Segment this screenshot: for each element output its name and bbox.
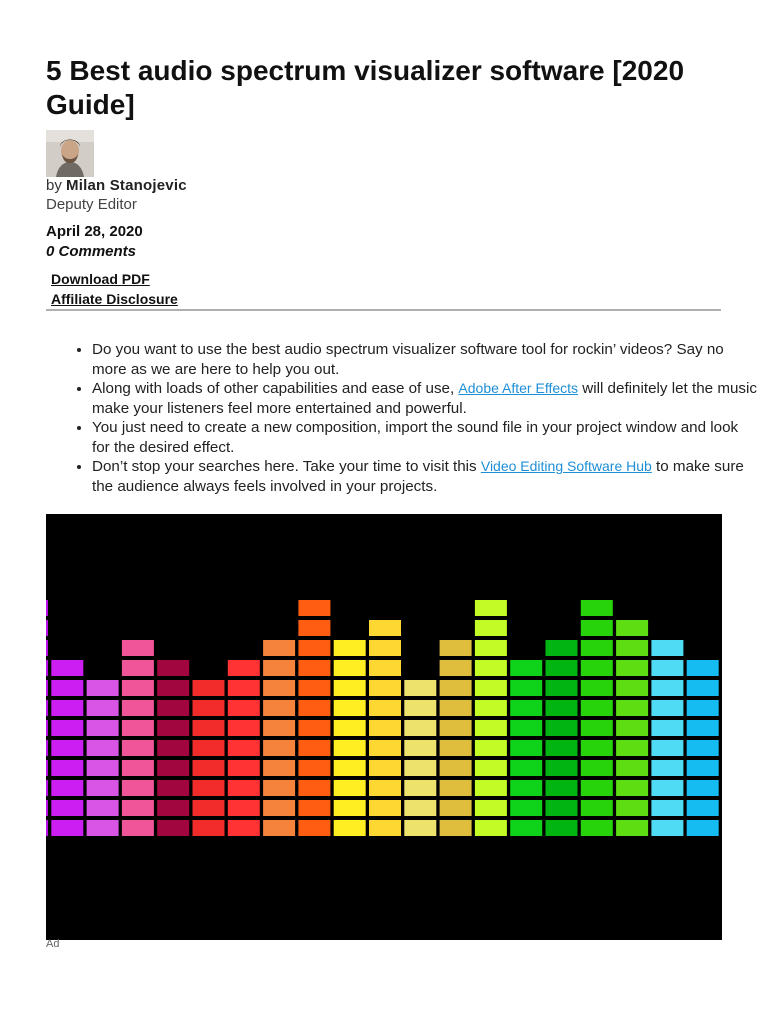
equalizer-block: [298, 720, 330, 736]
equalizer-block: [475, 740, 507, 756]
adobe-after-effects-link[interactable]: Adobe After Effects: [458, 380, 579, 396]
equalizer-block: [369, 780, 401, 796]
equalizer-block: [334, 760, 366, 776]
equalizer-block: [475, 800, 507, 816]
equalizer-block: [122, 680, 154, 696]
equalizer-block: [651, 740, 683, 756]
equalizer-block: [46, 700, 48, 716]
equalizer-block: [440, 800, 472, 816]
equalizer-block: [546, 660, 578, 676]
equalizer-block: [651, 820, 683, 836]
download-pdf-link[interactable]: Download PDF: [51, 271, 150, 287]
equalizer-block: [369, 720, 401, 736]
equalizer-block: [87, 700, 119, 716]
equalizer-block: [122, 660, 154, 676]
equalizer-block: [369, 680, 401, 696]
equalizer-block: [263, 660, 295, 676]
equalizer-block: [46, 760, 48, 776]
equalizer-block: [475, 720, 507, 736]
equalizer-block: [157, 720, 189, 736]
equalizer-block: [546, 820, 578, 836]
equalizer-block: [334, 780, 366, 796]
equalizer-block: [334, 680, 366, 696]
equalizer-block: [193, 820, 225, 836]
equalizer-block: [404, 760, 436, 776]
equalizer-block: [687, 660, 719, 676]
list-item-text: will definitely let the music make your listeners feel more entertained and powerful.: [92, 380, 757, 417]
equalizer-block: [546, 800, 578, 816]
equalizer-block: [263, 760, 295, 776]
equalizer-block: [440, 720, 472, 736]
equalizer-block: [122, 780, 154, 796]
equalizer-block: [651, 680, 683, 696]
equalizer-block: [298, 600, 330, 616]
equalizer-block: [581, 660, 613, 676]
equalizer-block: [404, 800, 436, 816]
equalizer-block: [687, 760, 719, 776]
equalizer-block: [46, 820, 48, 836]
equalizer-block: [510, 700, 542, 716]
equalizer-block: [51, 800, 83, 816]
equalizer-block: [546, 760, 578, 776]
equalizer-block: [475, 700, 507, 716]
equalizer-block: [263, 680, 295, 696]
equalizer-block: [581, 760, 613, 776]
equalizer-block: [616, 720, 648, 736]
equalizer-block: [616, 640, 648, 656]
equalizer-block: [87, 780, 119, 796]
equalizer-block: [51, 760, 83, 776]
equalizer-block: [475, 600, 507, 616]
equalizer-block: [510, 740, 542, 756]
list-item: • Do you want to use the best audio spectrum visualizer software tool for rockin’ videos? Say no more as we are here to help you out.: [92, 340, 757, 379]
equalizer-block: [510, 820, 542, 836]
equalizer-block: [46, 600, 48, 616]
equalizer-block: [193, 720, 225, 736]
equalizer-block: [298, 800, 330, 816]
equalizer-block: [334, 800, 366, 816]
equalizer-block: [510, 780, 542, 796]
equalizer-block: [651, 640, 683, 656]
equalizer-block: [687, 720, 719, 736]
equalizer-block: [616, 740, 648, 756]
equalizer-block: [581, 780, 613, 796]
equalizer-block: [651, 700, 683, 716]
equalizer-block: [157, 820, 189, 836]
equalizer-block: [369, 640, 401, 656]
equalizer-block: [51, 700, 83, 716]
equalizer-block: [298, 660, 330, 676]
equalizer-block: [122, 640, 154, 656]
equalizer-block: [546, 740, 578, 756]
equalizer-block: [228, 720, 260, 736]
equalizer-block: [298, 680, 330, 696]
header-divider: [46, 309, 721, 311]
equalizer-block: [651, 760, 683, 776]
equalizer-block: [546, 640, 578, 656]
equalizer-block: [263, 640, 295, 656]
equalizer-block: [581, 800, 613, 816]
equalizer-block: [440, 700, 472, 716]
list-item: • You just need to create a new composition, import the sound file in your project window and look for the desired effect.: [92, 418, 757, 457]
equalizer-block: [228, 700, 260, 716]
equalizer-block: [51, 780, 83, 796]
equalizer-block: [616, 780, 648, 796]
equalizer-block: [581, 600, 613, 616]
equalizer-block: [369, 800, 401, 816]
summary-list: [46, 340, 757, 496]
affiliate-disclosure-link[interactable]: Affiliate Disclosure: [51, 291, 178, 307]
equalizer-block: [687, 700, 719, 716]
equalizer-block: [475, 620, 507, 636]
equalizer-block: [298, 620, 330, 636]
equalizer-block: [263, 800, 295, 816]
equalizer-block: [228, 740, 260, 756]
equalizer-block: [651, 800, 683, 816]
equalizer-block: [510, 800, 542, 816]
equalizer-block: [46, 780, 48, 796]
ad-equalizer-image[interactable]: [46, 514, 722, 940]
equalizer-block: [46, 680, 48, 696]
author-avatar[interactable]: [46, 130, 94, 177]
publish-date: April 28, 2020: [46, 223, 143, 240]
equalizer-block: [334, 720, 366, 736]
equalizer-block: [157, 740, 189, 756]
equalizer-block: [687, 740, 719, 756]
equalizer-block: [87, 760, 119, 776]
equalizer-block: [404, 780, 436, 796]
equalizer-block: [510, 760, 542, 776]
equalizer-block: [616, 620, 648, 636]
equalizer-block: [581, 640, 613, 656]
equalizer-block: [193, 760, 225, 776]
ad-label: Ad: [46, 938, 60, 950]
equalizer-block: [157, 660, 189, 676]
equalizer-block: [157, 700, 189, 716]
equalizer-block: [581, 820, 613, 836]
equalizer-block: [87, 680, 119, 696]
equalizer-block: [651, 780, 683, 796]
equalizer-block: [263, 720, 295, 736]
equalizer-block: [581, 680, 613, 696]
list-item-text: Don’t stop your searches here. Take your time to visit this: [92, 458, 481, 475]
video-editing-hub-link[interactable]: Video Editing Software Hub: [480, 458, 652, 474]
equalizer-block: [122, 740, 154, 756]
equalizer-block: [263, 740, 295, 756]
equalizer-block: [87, 820, 119, 836]
equalizer-block: [651, 660, 683, 676]
equalizer-block: [581, 720, 613, 736]
list-item-text: to make sure the audience always feels involved in your projects.: [92, 458, 744, 495]
article-title: 5 Best audio spectrum visualizer software [2020 Guide]: [46, 55, 685, 120]
equalizer-block: [616, 800, 648, 816]
equalizer-block: [263, 700, 295, 716]
equalizer-block: [46, 660, 48, 676]
equalizer-block: [616, 660, 648, 676]
author-role: Deputy Editor: [46, 196, 137, 213]
equalizer-block: [298, 700, 330, 716]
equalizer-block: [687, 820, 719, 836]
equalizer-block: [475, 780, 507, 796]
equalizer-block: [193, 780, 225, 796]
equalizer-block: [369, 660, 401, 676]
equalizer-block: [369, 740, 401, 756]
equalizer-block: [51, 740, 83, 756]
equalizer-block: [263, 820, 295, 836]
equalizer-block: [687, 680, 719, 696]
equalizer-block: [687, 780, 719, 796]
equalizer-block: [334, 740, 366, 756]
list-item: [92, 457, 757, 496]
equalizer-block: [46, 740, 48, 756]
equalizer-block: [510, 660, 542, 676]
equalizer-block: [546, 680, 578, 696]
equalizer-block: [404, 820, 436, 836]
equalizer-block: [404, 700, 436, 716]
equalizer-block: [46, 800, 48, 816]
equalizer-block: [122, 820, 154, 836]
equalizer-block: [87, 800, 119, 816]
equalizer-block: [440, 820, 472, 836]
equalizer-block: [510, 720, 542, 736]
equalizer-block: [298, 740, 330, 756]
equalizer-block: [46, 620, 48, 636]
equalizer-block: [475, 660, 507, 676]
equalizer-block: [298, 640, 330, 656]
equalizer-block: [298, 780, 330, 796]
equalizer-block: [581, 620, 613, 636]
equalizer-block: [122, 700, 154, 716]
equalizer-block: [263, 780, 295, 796]
equalizer-block: [228, 680, 260, 696]
equalizer-block: [440, 760, 472, 776]
author-name[interactable]: Milan Stanojevic: [66, 177, 187, 194]
equalizer-block: [51, 820, 83, 836]
equalizer-block: [616, 700, 648, 716]
equalizer-block: [193, 700, 225, 716]
equalizer-block: [475, 820, 507, 836]
list-item: [92, 379, 757, 418]
equalizer-block: [46, 720, 48, 736]
equalizer-block: [228, 820, 260, 836]
equalizer-block: [46, 640, 48, 656]
equalizer-block: [334, 700, 366, 716]
equalizer-block: [87, 720, 119, 736]
equalizer-block: [616, 820, 648, 836]
equalizer-block: [546, 700, 578, 716]
equalizer-block: [157, 800, 189, 816]
equalizer-block: [546, 720, 578, 736]
byline: [46, 177, 187, 195]
equalizer-block: [369, 700, 401, 716]
equalizer-block: [298, 820, 330, 836]
equalizer-block: [334, 820, 366, 836]
equalizer-block: [475, 680, 507, 696]
equalizer-block: [228, 800, 260, 816]
equalizer-block: [122, 760, 154, 776]
equalizer-block: [157, 780, 189, 796]
list-item-text: Along with loads of other capabilities and ease of use,: [92, 380, 459, 397]
equalizer-block: [510, 680, 542, 696]
equalizer-graphic: [46, 514, 722, 940]
equalizer-block: [546, 780, 578, 796]
equalizer-block: [651, 720, 683, 736]
equalizer-block: [440, 740, 472, 756]
equalizer-block: [334, 640, 366, 656]
equalizer-block: [334, 660, 366, 676]
equalizer-block: [193, 680, 225, 696]
equalizer-block: [404, 680, 436, 696]
equalizer-block: [369, 620, 401, 636]
equalizer-block: [193, 740, 225, 756]
equalizer-block: [157, 760, 189, 776]
equalizer-block: [440, 660, 472, 676]
equalizer-block: [51, 660, 83, 676]
comments-count[interactable]: 0 Comments: [46, 243, 137, 260]
equalizer-block: [122, 720, 154, 736]
equalizer-block: [157, 680, 189, 696]
equalizer-block: [193, 800, 225, 816]
equalizer-block: [228, 660, 260, 676]
equalizer-block: [687, 800, 719, 816]
equalizer-block: [369, 760, 401, 776]
equalizer-block: [298, 760, 330, 776]
equalizer-block: [404, 720, 436, 736]
equalizer-block: [440, 680, 472, 696]
equalizer-block: [51, 680, 83, 696]
equalizer-block: [369, 820, 401, 836]
equalizer-block: [616, 680, 648, 696]
equalizer-block: [616, 760, 648, 776]
equalizer-block: [440, 780, 472, 796]
equalizer-block: [51, 720, 83, 736]
equalizer-block: [440, 640, 472, 656]
equalizer-block: [475, 640, 507, 656]
equalizer-block: [87, 740, 119, 756]
equalizer-block: [581, 700, 613, 716]
equalizer-block: [228, 760, 260, 776]
equalizer-block: [404, 740, 436, 756]
equalizer-block: [475, 760, 507, 776]
equalizer-block: [228, 780, 260, 796]
by-prefix: by: [46, 177, 62, 194]
equalizer-block: [122, 800, 154, 816]
equalizer-block: [581, 740, 613, 756]
